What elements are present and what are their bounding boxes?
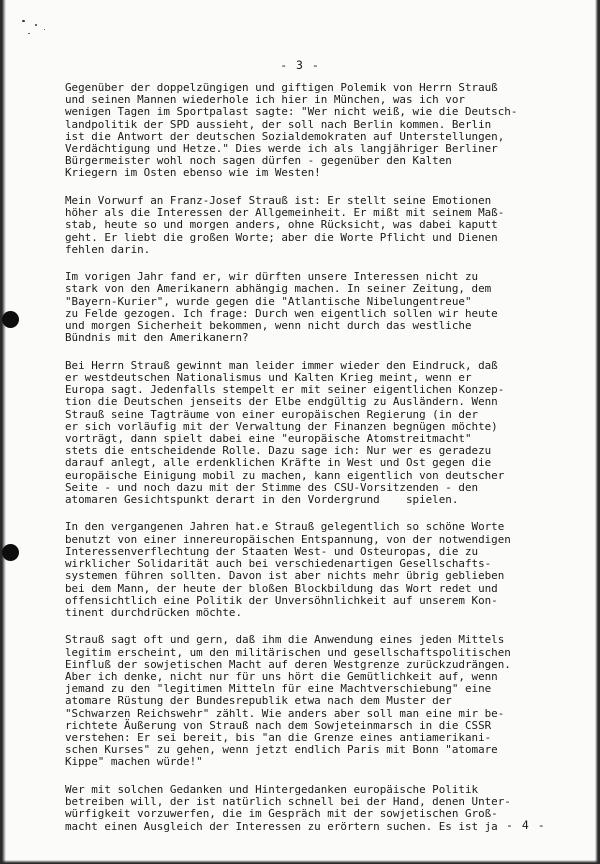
text-line: Bündnis mit den Amerikanern? [65,331,249,345]
text-line: ist die Antwort der deutschen Sozialdemokraten auf Unterstellungen, [65,129,505,143]
text-line: Seite - und noch dazu mit der Stimme des CSU-Vorsitzenden - den [65,480,479,494]
text-line: Strauß sagt oft und gern, daß ihm die Anwendung eines jeden Mittels [65,633,505,647]
scan-speck [44,29,45,30]
text-line: Bei Herrn Strauß gewinnt man leider immer wieder den Eindruck, daß [65,358,498,372]
text-line: würfigkeit vorzuwerfen, die im Gespräch mit der sowjetischen Groß- [65,807,498,821]
text-line: betreiben will, der ist natürlich schnell bei der Hand, denen Unter- [65,795,511,809]
text-line: jemand zu den "legitimen Mitteln für eine Machtverschiebung" eine [65,682,492,696]
scan-edge-right [595,0,600,864]
text-line: zu Felde gezogen. Ich frage: Durch wen eigentlich sollen wir heute [65,306,498,320]
scan-edge-bottom [0,860,600,864]
next-page-indicator: - 4 - [506,818,546,832]
text-line: Im vorigen Jahr fand er, wir dürften unsere Interessen nicht zu [65,270,479,284]
text-line: "Schwarzen Reichswehr" zählt. Wie anders aber soll man eine mir be- [65,706,505,720]
scan-speck [35,24,37,26]
text-line: bei dem Mann, der heute der bloßen Blockbildung das Wort redet und [65,581,498,595]
text-line: offensichtlich eine Politik der Unversöhnlichkeit auf unserem Kon- [65,593,498,607]
text-line: atomare Rüstung der Bundesrepublik etwa nach dem Muster der [65,694,452,708]
text-line: richtete Äußerung von Strauß nach dem Sowjeteinmarsch in die CSSR [65,718,492,732]
text-line: Europa sagt. Jedenfalls stempelt er mit seiner eigentlichen Konzep- [65,383,505,397]
text-line: verstehen: Er sei bereit, bis "an die Grenze eines antiamerikani- [65,731,492,745]
text-line: darauf anlegt, alle erdenklichen Kräfte in West und Ost gegen die [65,456,492,470]
scan-speck [28,33,30,34]
text-line: Gegenüber der doppelzüngigen und giftigen Polemik von Herrn Strauß [65,81,498,94]
text-line: wirklicher Solidarität auch bei verschiedenartigen Gesellschafts- [65,557,492,571]
body-text [65,82,585,848]
text-line: Einfluß der sowjetischen Macht auf deren Westgrenze zurückzudrängen. [65,657,511,671]
text-line: systemen führen sollten. Davon ist aber nichts mehr übrig geblieben [65,569,505,583]
text-line: und seinen Mannen wiederhole ich hier in München, was ich vor [65,93,465,107]
paragraph [65,521,585,619]
text-line: stark von den Amerikanern abhängig machen. In seiner Zeitung, dem [65,282,492,296]
text-line: tion die Deutschen jenseits der Elbe endgültig zu Ausländern. Wenn [65,395,498,409]
text-line: Kippe" machen würde!" [65,755,203,769]
text-line: landpolitik der SPD aussieht, der soll nach Berlin kommen. Berlin [65,117,492,131]
text-line: er sich vorläufig mit der Verwaltung der Finanzen begnügen möchte) [65,419,498,433]
text-line: vorträgt, dann spielt dabei eine "europäische Atomstreitmacht" [65,431,472,445]
text-line: schen Kurses" zu gehen, wenn jetzt endlich Paris mit Bonn "atomare [65,743,498,757]
punch-hole-upper [2,311,19,328]
scan-speck [22,20,25,22]
text-line: er westdeutschen Nationalismus und Kalten Krieg meint, wenn er [65,370,472,384]
text-line: atomaren Gesichtspunkt derart in den Vordergrund spielen. [65,492,459,506]
text-line: Mein Vorwurf an Franz-Josef Strauß ist: Er stellt seine Emotionen [65,193,492,207]
text-line: benutzt von einer innereuropäischen Entspannung, von der notwendigen [65,532,511,546]
paragraph [65,360,585,506]
punch-hole-lower [2,544,19,561]
paragraph [65,634,585,768]
text-line: In den vergangenen Jahren hat.e Strauß gelegentlich so schöne Worte [65,520,505,534]
text-line: Aber ich denke, nicht nur für uns hört die Gemütlichkeit auf, wenn [65,670,498,684]
page-number: - 3 - [280,58,320,72]
text-line: Kriegern im Osten ebenso wie im Westen! [65,166,321,180]
text-line: legitim erscheint, um den militärischen und gesellschaftspolitischen [65,645,511,659]
text-line: geht. Er liebt die großen Worte; aber die Worte Pflicht und Dienen [65,230,498,244]
text-line: und morgen Sicherheit bekommen, wenn nicht durch das westliche [65,319,472,333]
text-line: "Bayern-Kurier", wurde gegen die "Atlantische Nibelungentreue" [65,294,472,308]
text-line: Verdächtigung und Hetze." Dies werde ich als langjähriger Berliner [65,142,498,156]
text-line: macht einen Ausgleich der Interessen zu erörtern suchen. Es ist ja [65,819,498,833]
paragraph [65,82,585,180]
paragraph [65,195,585,256]
text-line: europäische Einigung mobil zu machen, kann eigentlich von deutscher [65,468,505,482]
text-line: fehlen darin. [65,242,151,256]
text-line: höher als die Interessen der Allgemeinheit. Er mißt mit seinem Maß- [65,206,505,220]
text-line: wenigen Tagen im Sportpalast sagte: "Wer nicht weiß, wie die Deutsch- [65,105,518,119]
scan-edge-left [0,0,6,864]
text-line: stab, heute so und morgen anders, ohne Rücksicht, was dabei kaputt [65,218,498,232]
text-line: Bürgermeister wohl noch sagen dürfen - gegenüber den Kalten [65,154,452,168]
text-line: Strauß seine Tagträume von einer europäischen Regierung (in der [65,407,479,421]
text-line: tinent durchdrücken möchte. [65,605,243,619]
text-line: Wer mit solchen Gedanken und Hintergedanken europäische Politik [65,782,479,796]
text-line: Interessenverflechtung der Staaten West- und Osteuropas, die zu [65,544,479,558]
text-line: stets die entscheidende Rolle. Dazu sage ich: Nur wer es geradezu [65,444,492,458]
paragraph [65,271,585,344]
